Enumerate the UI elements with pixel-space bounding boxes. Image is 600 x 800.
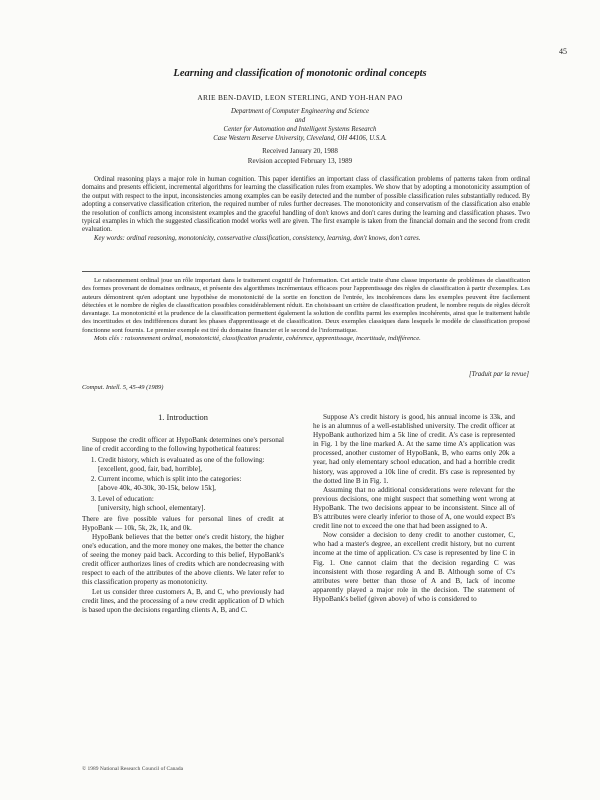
list-item-main: Credit history, which is evaluated as one of the following: bbox=[98, 456, 265, 465]
abstract-body: Ordinal reasoning plays a major role in human cognition. This paper identifies an important class of classification problems of patterns taken from ordinal domains and presents efficient, incremental algorithms for learning the classification rules from examples. We show that by adopting a monotonicity assumption of the output with respect to the input, inconsistencies among examples can be easily detected and the number of possible classification rules substantially reduced. By adopting a conservative classification criterion, the required number of rules further decreases. The monotonicity and conservatism of the classification also enable the resolution of conflicts among inconsistent examples and the graceful handling of don't knows and don't cares during the learning and classification phases. Two typical examples in which the suggested classification model works well are given. The first example is taken from the financial domain and the second from credit evaluation. bbox=[82, 176, 530, 234]
affiliation-line-3: Center for Automation and Intelligent Systems Research bbox=[223, 126, 377, 133]
footer-copyright: © 1989 National Research Council of Canada bbox=[82, 766, 184, 772]
affiliation-line-4: Case Western Reserve University, Cleveland, OH 44106, U.S.A. bbox=[213, 135, 387, 142]
list-item-main: Level of education: bbox=[98, 494, 154, 503]
feature-list bbox=[82, 456, 284, 513]
translation-note: [Traduit par la revue] bbox=[469, 371, 529, 378]
resume bbox=[82, 277, 530, 343]
resume-body: Le raisonnement ordinal joue un rôle important dans le traitement cognitif de l'information. Cet article traite d'une classe importante de problèmes de classification des formes provenant de domaines ordinaux, et présente des algorithmes incrémentaux efficaces pour l'apprentissage des règles de classification à partir d'exemples. Les auteurs démontrent qu'en adoptant une hypothèse de monotonicité de la sortie en fonction de l'entrée, les incohérences dans les exemples peuvent être facilement détectées et le nombre de règles de classification possibles considérablement réduit. En choisissant un critère de classification prudent, le nombre requis de règles décroît davantage. La monotonicité et la prudence de la classification permettent également la solution de conflits parmi les exemples incohérents, ainsi que le traitement habile des incertitudes et des indifférences durant les phases d'apprentissage et de classification. Deux exemples classiques dans lesquels le modèle de classification proposé fonctionne sont fournis. Le premier exemple est tiré du domaine financier et le second de l'informatique. bbox=[82, 277, 530, 334]
list-item bbox=[98, 456, 284, 474]
paper-title: Learning and classification of monotonic ordinal concepts bbox=[173, 68, 427, 79]
right-column bbox=[313, 413, 515, 604]
abstract-keywords: Key words: ordinal reasoning, monotonicity, conservative classification, consistency, learning, don't knows, don't cares. bbox=[94, 234, 421, 242]
received-date: Received January 20, 1988 bbox=[262, 147, 338, 155]
intro-paragraph-4: Let us consider three customers A, B, and C, who previously had credit lines, and the processing of a new credit application of D which is based upon the decisions regarding clients A, B, and C. bbox=[82, 587, 284, 614]
affiliation-line-2: and bbox=[294, 117, 306, 124]
authors: ARIE BEN-DAVID, LEON STERLING, AND YOH-HAN PAO bbox=[197, 93, 403, 102]
abstract bbox=[82, 176, 530, 243]
page-number: 45 bbox=[559, 47, 567, 56]
list-item-values: [university, high school, elementary]. bbox=[98, 503, 206, 512]
intro-paragraph-2: There are five possible values for personal lines of credit at HypoBank — 10k, 5k, 2k, 1k, and 0k. bbox=[82, 514, 284, 532]
intro-paragraph-7: Now consider a decision to deny credit to another customer, C, who had a master's degree, an excellent credit history, but no current income at the time of application. C's case is represented by line C in Fig. 1. One cannot claim that the decision regarding C was inconsistent with those regarding A and B. Although some of C's attributes were better than those of A and B, lack of income apparently played a major role in the decision. The statement of HypoBank's belief (given above) of who is considered to bbox=[313, 531, 515, 603]
list-item bbox=[98, 475, 284, 493]
intro-paragraph-5: Suppose A's credit history is good, his annual income is 33k, and he is an alumnus of a well-established university. The credit officer at HypoBank authorized him a 5k line of credit. A's case is represented in Fig. 1 by the line marked A. At the same time A's application was processed, another customer of HypoBank, B, who earns only 20k a year, had only elementary school education, and had a horrible credit history, was approved a 10k line of credit. B's case is represented by the dotted line B in Fig. 1. bbox=[313, 413, 515, 485]
list-item-main: Current income, which is split into the categories: bbox=[98, 475, 242, 484]
affiliation-line-1: Department of Computer Engineering and Science bbox=[231, 108, 369, 115]
section-heading: 1. Introduction bbox=[158, 413, 208, 422]
list-item-values: [above 40k, 40-30k, 30-15k, below 15k], bbox=[98, 484, 216, 493]
revised-date: Revision accepted February 13, 1989 bbox=[247, 157, 353, 165]
intro-paragraph-3: HypoBank believes that the better one's credit history, the higher one's education, and the more money one makes, the better the chance of seeing the money paid back. According to this belief, HypoBank's credit officer authorizes lines of credits which are nondecreasing with respect to each of the attributes of the above clients. We later refer to this classification property as monotonicity. bbox=[82, 532, 284, 587]
list-item-values: [excellent, good, fair, bad, horrible], bbox=[98, 465, 203, 474]
intro-paragraph-6: Assuming that no additional considerations were relevant for the previous decisions, one might suspect that something went wrong at HypoBank. The two decisions appear to be inconsistent. Since all of B's attributes were clearly inferior to those of A, one would expect B's credit line not to exceed the one that had been assigned to A. bbox=[313, 485, 515, 531]
left-column bbox=[82, 436, 284, 615]
resume-keywords: Mots clés : raisonnement ordinal, monotonicité, classification prudente, cohérence, apprentissage, incertitude, indifférence. bbox=[94, 335, 421, 343]
intro-paragraph-1: Suppose the credit officer at HypoBank determines one's personal line of credit according to the following hypothetical features: bbox=[82, 436, 284, 454]
divider-line bbox=[82, 271, 530, 272]
journal-reference: Comput. Intell. 5, 45-49 (1989) bbox=[82, 384, 164, 391]
list-item bbox=[98, 495, 284, 513]
